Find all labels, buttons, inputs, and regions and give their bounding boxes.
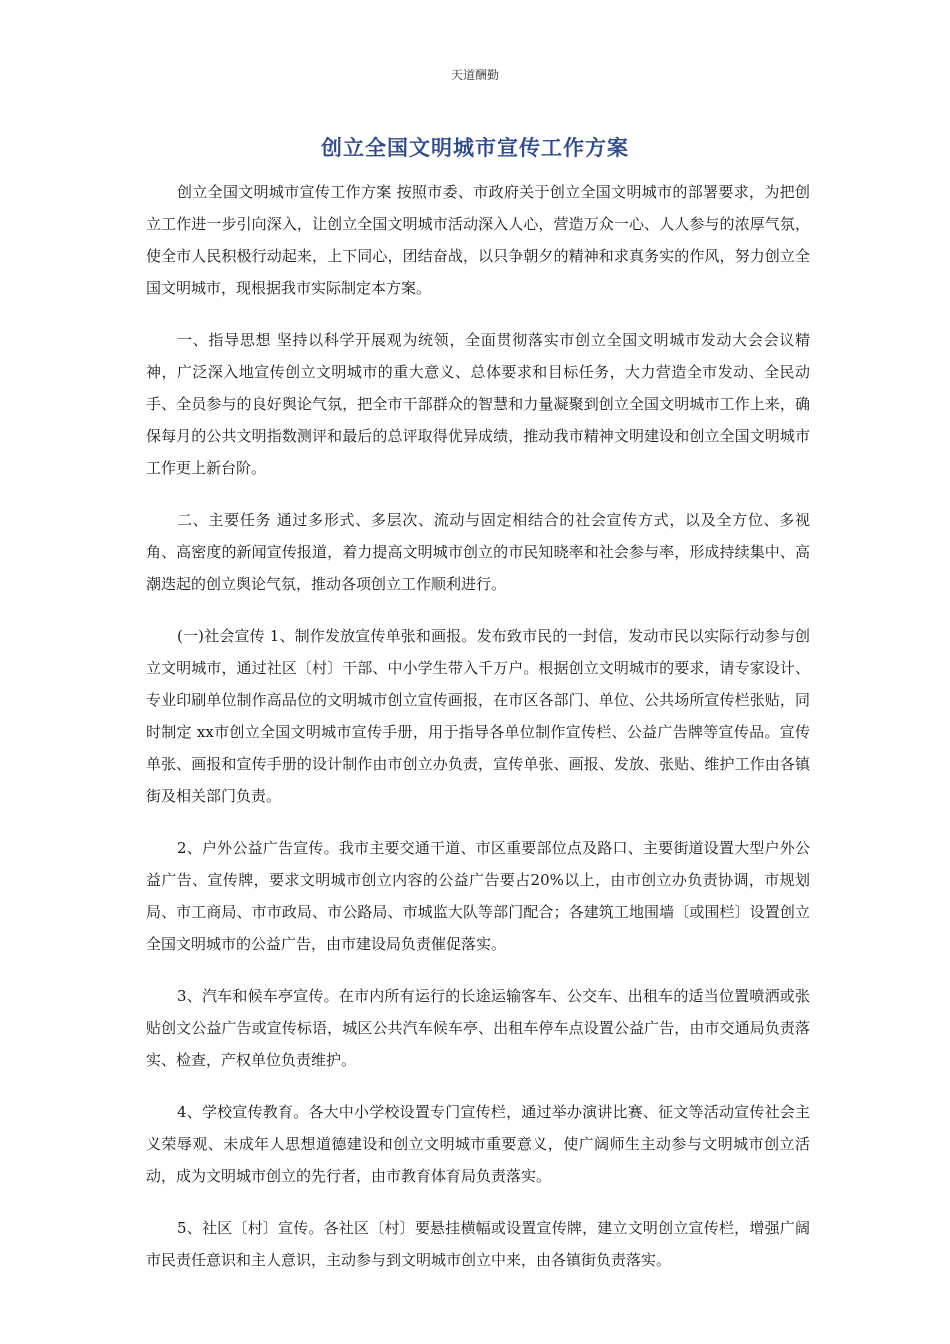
paragraph-school-education: 4、学校宣传教育。各大中小学校设置专门宣传栏，通过举办演讲比赛、征文等活动宣传社会主义荣辱观、未成年人思想道德建设和创立文明城市重要意义，使广阔师生主动参与文明城市创立活动，成为文明城市创立的先行者，由市教育体育局负责落实。 <box>146 1103 810 1185</box>
paragraph-intro: 创立全国文明城市宣传工作方案 按照市委、市政府关于创立全国文明城市的部署要求，为把创立工作进一步引向深入，让创立全国文明城市活动深入人心，营造万众一心、人人参与的浓厚气氛，使全市人民积极行动起来，上下同心，团结奋战，以只争朝夕的精神和求真务实的作风，努力创立全国文明城市，现根据我市实际制定本方案。 <box>146 183 810 297</box>
paragraph-guiding-thought: 一、指导思想 坚持以科学开展观为统领，全面贯彻落实市创立全国文明城市发动大会会议精神，广泛深入地宣传创立文明城市的重大意义、总体要求和目标任务，大力营造全市发动、全民动手、全员参与的良好舆论气氛，把全市干部群众的智慧和力量凝聚到创立全国文明城市工作上来，确保每月的公共文明指数测评和最后的总评取得优异成绩，推动我市精神文明建设和创立全国文明城市工作更上新台阶。 <box>146 331 810 477</box>
paragraph-community-publicity: 5、社区〔村〕宣传。各社区〔村〕要悬挂横幅或设置宣传牌，建立文明创立宣传栏，增强广阔市民责任意识和主人意识，主动参与到文明城市创立中来，由各镇街负责落实。 <box>146 1219 810 1269</box>
paragraph-vehicle-publicity: 3、汽车和候车亭宣传。在市内所有运行的长途运输客车、公交车、出租车的适当位置喷洒或张贴创文公益广告或宣传标语，城区公共汽车候车亭、出租车停车点设置公益广告，由市交通局负责落实、检查，产权单位负责维护。 <box>146 987 810 1069</box>
document-body <box>146 176 810 1296</box>
document-title: 创立全国文明城市宣传工作方案 <box>321 136 629 160</box>
page-header: 天道酬勤 <box>450 68 499 82</box>
paragraph-main-tasks: 二、主要任务 通过多形式、多层次、流动与固定相结合的社会宣传方式，以及全方位、多视角、高密度的新闻宣传报道，着力提高文明城市创立的市民知晓率和社会参与率，形成持续集中、高潮迭起的创立舆论气氛，推动各项创立工作顺利进行。 <box>146 511 810 593</box>
paragraph-outdoor-ads: 2、户外公益广告宣传。我市主要交通干道、市区重要部位点及路口、主要街道设置大型户外公益广告、宣传牌，要求文明城市创立内容的公益广告要占20%以上，由市创立办负责协调，市规划局、市工商局、市市政局、市公路局、市城监大队等部门配合；各建筑工地围墙〔或围栏〕设置创立全国文明城市的公益广告，由市建设局负责催促落实。 <box>146 839 810 953</box>
paragraph-social-publicity: (一)社会宣传 1、制作发放宣传单张和画报。发布致市民的一封信，发动市民以实际行动参与创立文明城市，通过社区〔村〕干部、中小学生带入千万户。根据创立文明城市的要求，请专家设计、专业印刷单位制作高品位的文明城市创立宣传画报，在市区各部门、单位、公共场所宣传栏张贴，同时制定 xx市创立全国文明城市宣传手册，用于指导各单位制作宣传栏、公益广告牌等宣传品。宣传单张、画报和宣传手册的设计制作由市创立办负责，宣传单张、画报、发放、张贴、维护工作由各镇街及相关部门负责。 <box>146 627 810 805</box>
